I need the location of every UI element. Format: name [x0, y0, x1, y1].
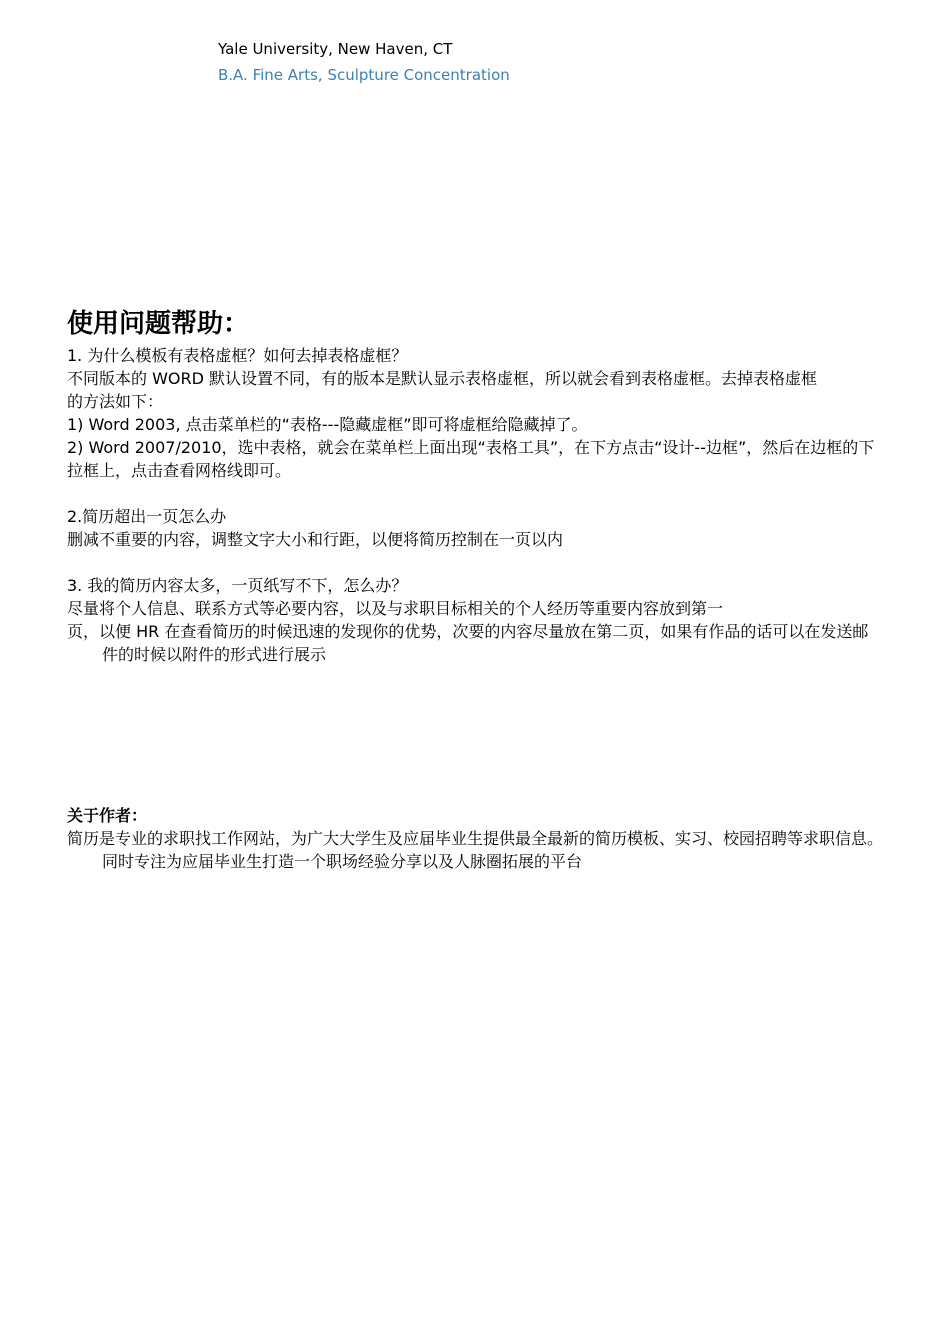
education-block	[218, 36, 510, 88]
spacer	[67, 482, 883, 505]
author-section	[67, 804, 883, 873]
question-2: 2.简历超出一页怎么办	[67, 507, 227, 526]
question-1: 1. 为什么模板有表格虚框？如何去掉表格虚框？	[67, 346, 408, 365]
spacer	[67, 551, 883, 574]
answer-3-line-1: 尽量将个人信息、联系方式等必要内容，以及与求职目标相关的个人经历等重要内容放到第一	[67, 599, 724, 618]
answer-1-line-4: 2) Word 2007/2010，选中表格，就会在菜单栏上面出现“表格工具”，在下方点击“设计--边框”，然后在边框的下拉框上，点击查看网格线即可。	[67, 438, 875, 480]
question-3: 3. 我的简历内容太多，一页纸写不下，怎么办？	[67, 576, 408, 595]
degree-line: B.A. Fine Arts, Sculpture Concentration	[218, 66, 510, 84]
help-title: 使用问题帮助：	[67, 309, 250, 339]
school-name: Yale University, New Haven, CT	[218, 40, 453, 58]
answer-1-line-3: 1) Word 2003, 点击菜单栏的“表格---隐藏虚框”即可将虚框给隐藏掉了。	[67, 415, 588, 434]
answer-3-line-2: 页，以便 HR 在查看简历的时候迅速的发现你的优势，次要的内容尽量放在第二页，如果有作品的话可以在发送邮件的时候以附件的形式进行展示	[67, 622, 869, 664]
answer-1-line-1: 不同版本的 WORD 默认设置不同，有的版本是默认显示表格虚框，所以就会看到表格虚框。去掉表格虚框	[67, 369, 818, 388]
help-section	[67, 304, 883, 666]
author-title: 关于作者：	[67, 806, 148, 825]
answer-2: 删减不重要的内容，调整文字大小和行距，以便将简历控制在一页以内	[67, 530, 564, 549]
author-text: 简历是专业的求职找工作网站，为广大大学生及应届毕业生提供最全最新的简历模板、实习、校园招聘等求职信息。同时专注为应届毕业生打造一个职场经验分享以及人脉圈拓展的平台	[67, 829, 884, 871]
answer-1-line-2: 的方法如下：	[67, 392, 164, 411]
